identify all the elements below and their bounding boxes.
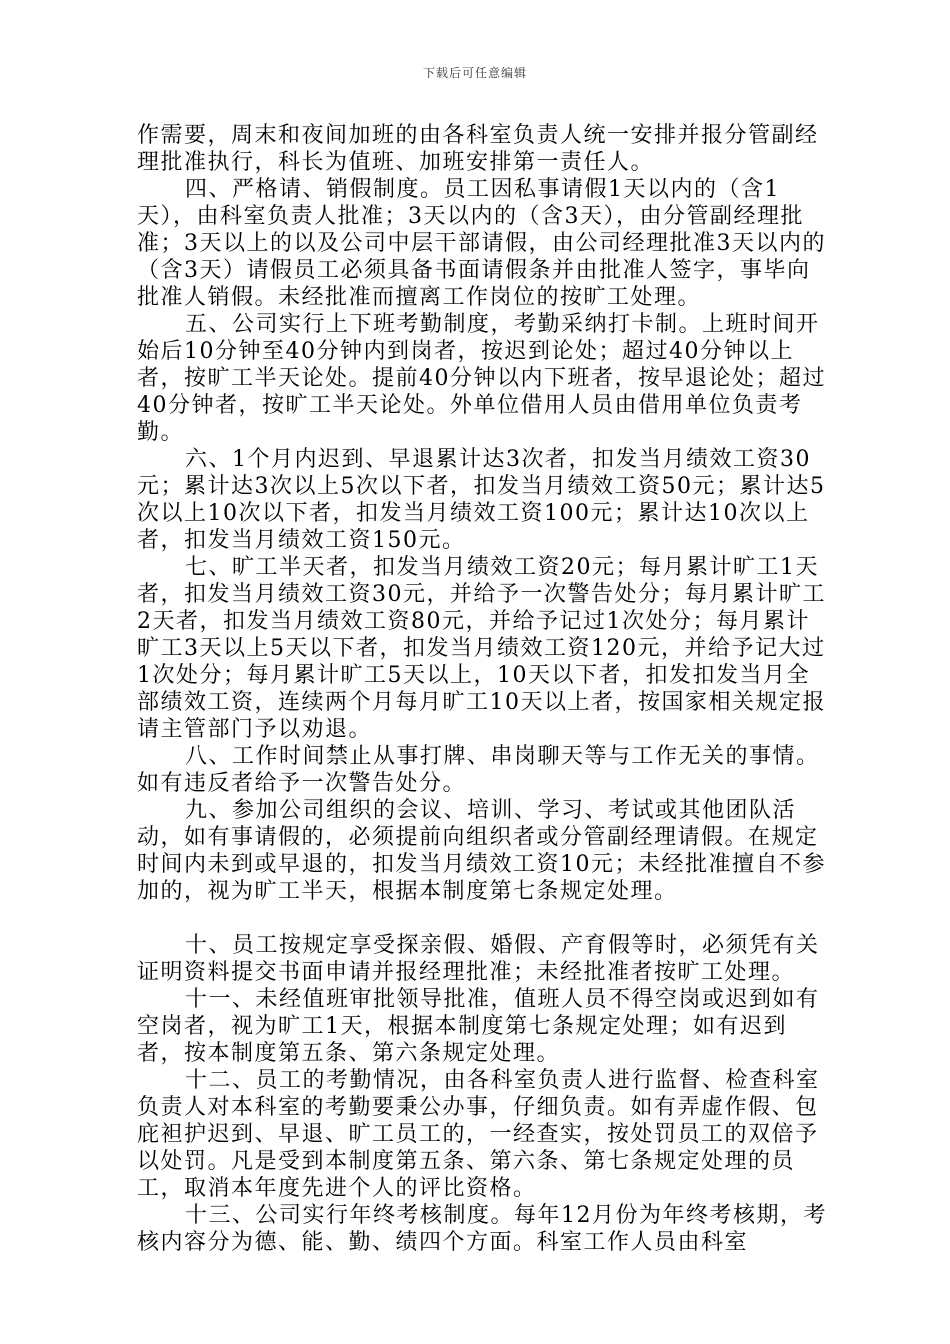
paragraph: 十一、未经值班审批领导批准，值班人员不得空岗或迟到如有空岗者，视为旷工1天，根据本制度第七条规定处理；如有迟到者，按本制度第五条、第六条规定处理。 bbox=[137, 987, 820, 1066]
page-header-note: 下载后可任意编辑 bbox=[422, 66, 527, 80]
paragraph: 七、旷工半天者，扣发当月绩效工资20元；每月累计旷工1天者，扣发当月绩效工资30元，并给予一次警告处分；每月累计旷工2天者，扣发当月绩效工资80元，并给予记过1次处分；每月累计旷工3天以上5天以下者，扣发当月绩效工资120元，并给予记大过1次处分；每月累计旷工5天以上，10天以下者，扣发扣发当月全部绩效工资，连续两个月每月旷工10天以上者，按国家相关规定报请主管部门予以劝退。 bbox=[137, 555, 826, 742]
paragraph: 五、公司实行上下班考勤制度，考勤采纳打卡制。上班时间开始后10分钟至40分钟内到岗者，按迟到论处；超过40分钟以上者，按旷工半天论处。提前40分钟以内下班者，按早退论处；超过40分钟者，按旷工半天论处。外单位借用人员由借用单位负责考勤。 bbox=[137, 312, 826, 445]
paragraph: 十三、公司实行年终考核制度。每年12月份为年终考核期，考核内容分为德、能、勤、绩四个方面。科室工作人员由科室 bbox=[137, 1203, 827, 1255]
paragraph: 四、严格请、销假制度。员工因私事请假1天以内的（含1天），由科室负责人批准；3天以内的（含3天），由分管副经理批准；3天以上的以及公司中层干部请假，由公司经理批准3天以内的（含3天）请假员工必须具备书面请假条并由批准人签字，事毕向批准人销假。未经批准而擅离工作岗位的按旷工处理。 bbox=[137, 177, 826, 310]
paragraph: 十、员工按规定享受探亲假、婚假、产育假等时，必须凭有关证明资料提交书面申请并报经理批准；未经批准者按旷工处理。 bbox=[137, 933, 820, 985]
paragraph: 十二、员工的考勤情况，由各科室负责人进行监督、检查科室负责人对本科室的考勤要秉公办事，仔细负责。如有弄虚作假、包庇袒护迟到、早退、旷工员工的，一经查实，按处罚员工的双倍予以处罚。凡是受到本制度第五条、第六条、第七条规定处理的员工，取消本年度先进个人的评比资格。 bbox=[137, 1068, 820, 1201]
paragraph: 八、工作时间禁止从事打牌、串岗聊天等与工作无关的事情。如有违反者给予一次警告处分。 bbox=[137, 744, 820, 796]
document-body bbox=[137, 122, 827, 1256]
paragraph: 作需要，周末和夜间加班的由各科室负责人统一安排并报分管副经理批准执行，科长为值班、加班安排第一责任人。 bbox=[137, 123, 819, 175]
paragraph: 六、1个月内迟到、早退累计达3次者，扣发当月绩效工资30元；累计达3次以上5次以下者，扣发当月绩效工资50元；累计达5次以上10次以下者，扣发当月绩效工资100元；累计达10次以上者，扣发当月绩效工资150元。 bbox=[137, 447, 826, 553]
paragraph: 九、参加公司组织的会议、培训、学习、考试或其他团队活动，如有事请假的，必须提前向组织者或分管副经理请假。在规定时间内未到或早退的，扣发当月绩效工资10元；未经批准擅自不参加的，视为旷工半天，根据本制度第七条规定处理。 bbox=[137, 798, 826, 904]
